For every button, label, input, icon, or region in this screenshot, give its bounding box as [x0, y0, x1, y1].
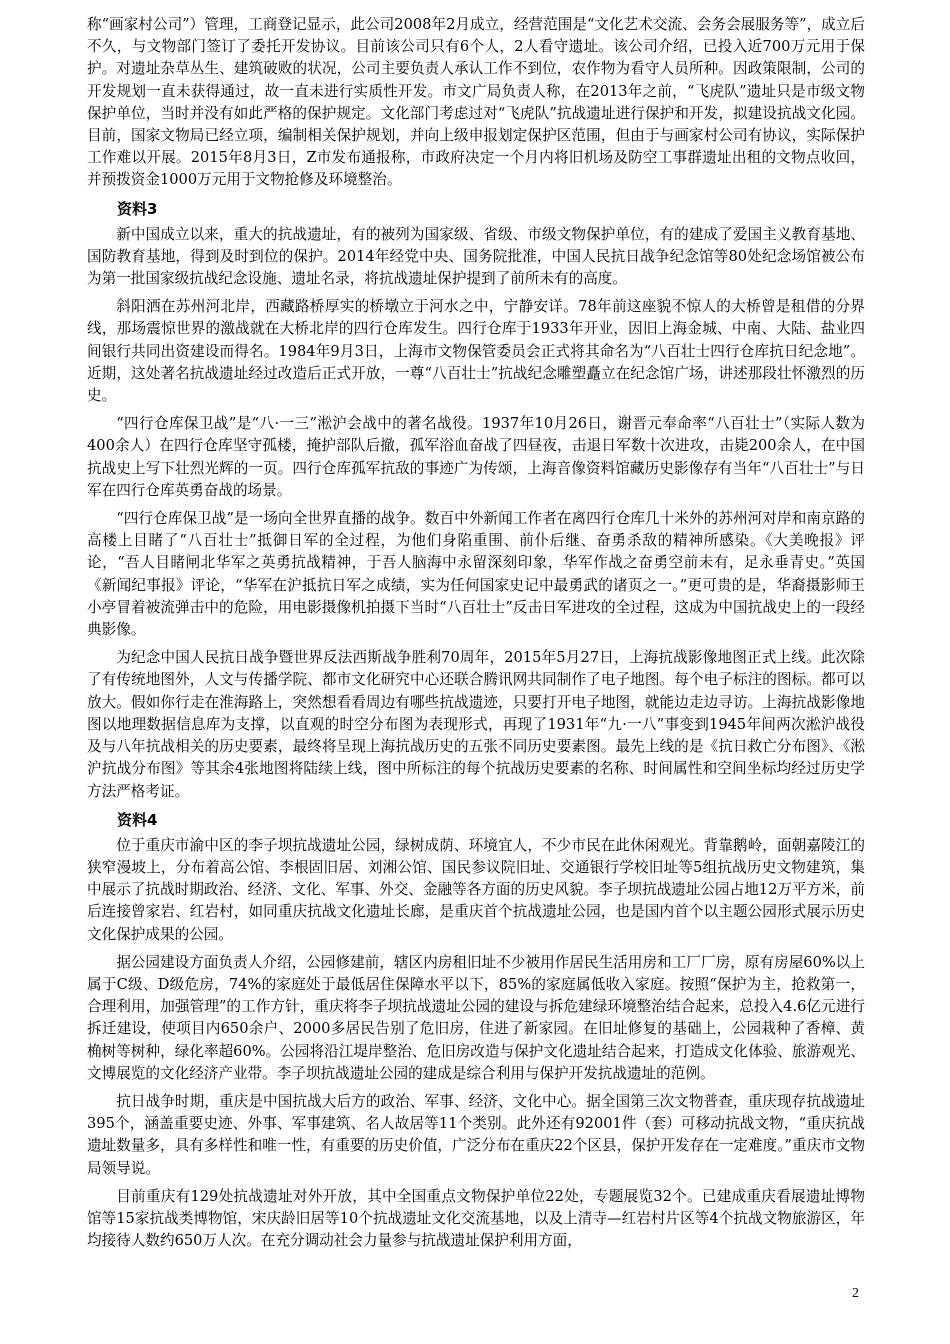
document-body	[87, 14, 865, 1258]
paragraph: 新中国成立以来，重大的抗战遗址，有的被列为国家级、省级、市级文物保护单位，有的建成了爱国主义教育基地、国防教育基地，得到及时到位的保护。2014年经党中央、国务院批准，中国人民抗日战争纪念馆等80处纪念场馆被公布为第一批国家级抗战纪念设施、遗址名录，将抗战遗址保护提到了前所未有的高度。	[87, 225, 865, 288]
paragraph: 斜阳洒在苏州河北岸，西藏路桥厚实的桥墩立于河水之中，宁静安详。78年前这座貌不惊人的大桥曾是租借的分界线，那场震惊世界的激战就在大桥北岸的四行仓库发生。四行仓库于1933年开业，因旧上海金城、中南、大陆、盐业四间银行共同出资建设而得名。1984年9月3日，上海市文物保管委员会正式将其命名为“八百壮士四行仓库抗日纪念地”。近期，这处著名抗战遗址经过改造后正式开放，一尊“八百壮士”抗战纪念雕塑矗立在纪念馆广场，讲述那段壮怀激烈的历史。	[87, 298, 865, 405]
paragraph: 抗日战争时期，重庆是中国抗战大后方的政治、军事、经济、文化中心。据全国第三次文物普查，重庆现存抗战遗址395个，涵盖重要史迹、外事、军事建筑、名人故居等11个类别。此外还有92001件（套）可移动抗战文物，“重庆抗战遗址数量多，具有多样性和唯一性，有重要的历史价值，广泛分布在重庆22个区县，保护开发存在一定难度。”重庆市文物局领导说。	[87, 1092, 865, 1177]
paragraph: “四行仓库保卫战”是“八·一三”淞沪会战中的著名战役。1937年10月26日，谢晋元奉命率“八百壮士”（实际人数为400余人）在四行仓库坚守孤楼，掩护部队后撤，孤军浴血奋战了四昼夜，击退日军数十次进攻，击毙200余人，在中国抗战史上写下壮烈光辉的一页。四行仓库孤军抗敌的事迹广为传颂，上海音像资料馆藏历史影像存有当年“八百壮士”与日军在四行仓库英勇奋战的场景。	[87, 415, 865, 499]
page-number: 2	[852, 1286, 859, 1301]
paragraph: “四行仓库保卫战”是一场向全世界直播的战争。数百中外新闻工作者在离四行仓库几十米外的苏州河对岸和南京路的高楼上目睹了“八百壮士”抵御日军的全过程，为他们身陷重围、前仆后继、奋勇杀敌的精神所感染。《大美晚报》评论，“吾人目睹闸北华军之英勇抗战精神，于吾人脑海中永留深刻印象，华军作战之奋勇空前未有，足永垂青史。”英国《新闻纪事报》评论，“华军在沪抵抗日军之成绩，实为任何国家史记中最勇武的诸页之一。”更可贵的是，华裔摄影师王小亭冒着被流弹击中的危险，用电影摄像机拍摄下当时“八百壮士”反击日军进攻的全过程，这成为中国抗战史上的一段经典影像。	[87, 510, 865, 639]
paragraph: 据公园建设方面负责人介绍，公园修建前，辖区内房租旧址不少被用作居民生活用房和工厂厂房，原有房屋60%以上属于C级、D级危房，74%的家庭处于最低居住保障水平以下，85%的家庭属低收入家庭。按照“保护为主，抢救第一，合理利用，加强管理”的工作方针，重庆将李子坝抗战遗址公园的建设与拆危建绿环境整治结合起来，总投入4.6亿元进行拆迁建设，使项目内650余户、2000多居民告别了危旧房，住进了新家园。在旧址修复的基础上，公园栽种了香樟、黄桷树等树种，绿化率超60%。公园将沿江堤岸整治、危旧房改造与保护文化遗址结合起来，打造成文化体验、旅游观光、文博展览的文化经济产业带。李子坝抗战遗址公园的建成是综合利用与保护开发抗战遗址的范例。	[87, 953, 865, 1082]
section-heading-3: 资料3	[117, 199, 158, 218]
paragraph: 为纪念中国人民抗日战争暨世界反法西斯战争胜利70周年，2015年5月27日，上海抗战影像地图正式上线。此次除了有传统地图外，人文与传播学院、都市文化研究中心还联合腾讯网共同制作了电子地图。每个电子标注的图标。都可以放大。假如你行走在淮海路上，突然想看看周边有哪些抗战遗迹，只要打开电子地图，就能边走边寻访。上海抗战影像地图以地理数据信息库为支撑，以直观的时空分布图为表现形式，再现了1931年“九·一八”事变到1945年间两次淞沪战役及与八年抗战相关的历史要素，最终将呈现上海抗战历史的五张不同历史要素图。最先上线的是《抗日救亡分布图》、《淞沪抗战分布图》等其余4张地图将陆续上线，图中所标注的每个抗战历史要素的名称、时间属性和空间坐标均经过历史学方法严格考证。	[87, 649, 865, 800]
paragraph: 位于重庆市渝中区的李子坝抗战遗址公园，绿树成荫、环境宜人，不少市民在此休闲观光。背靠鹅岭，面朝嘉陵江的狭窄漫坡上，分布着高公馆、李根固旧居、刘湘公馆、国民参议院旧址、交通银行学校旧址等5组抗战历史文物建筑，集中展示了抗战时期政治、经济、文化、军事、外交、金融等各方面的历史风貌。李子坝抗战遗址公园占地12万平方米，前后连接曾家岩、红岩村，如同重庆抗战文化遗址长廊，是重庆首个抗战遗址公园，也是国内首个以主题公园形式展示历史文化保护成果的公园。	[87, 836, 865, 943]
paragraph: 称“画家村公司”）管理，工商登记显示，此公司2008年2月成立，经营范围是“文化艺术交流、会务会展服务等”，成立后不久，与文物部门签订了委托开发协议。目前该公司只有6个人，2人看守遗址。该公司介绍，已投入近700万元用于保护。对遗址杂草丛生、建筑破败的状况，公司主要负责人承认工作不到位，农作物为看守人员所种。因政策限制，公司的开发规划一直未获得通过，故一直未进行实质性开发。市文广局负责人称，在2013年之前，“飞虎队”遗址只是市级文物保护单位，当时并没有如此严格的保护规定。文化部门考虑过对“飞虎队”抗战遗址进行保护和开发，拟建设抗战文化园。目前，国家文物局已经立项，编制相关保护规划，并向上级申报划定保护区范围，但由于与画家村公司有协议，实际保护工作难以开展。2015年8月3日，Z市发布通报称，市政府决定一个月内将旧机场及防空工事群遗址出租的文物点收回，并预拨资金1000万元用于文物抢修及环境整治。	[87, 16, 865, 189]
paragraph: 目前重庆有129处抗战遗址对外开放，其中全国重点文物保护单位22处，专题展览32个。已建成重庆看展遗址博物馆等15家抗战类博物馆，宋庆龄旧居等10个抗战遗址文化交流基地，以及上清寺—红岩村片区等4个抗战文物旅游区，年均接待人数约650万人次。在充分调动社会力量参与抗战遗址保护利用方面，	[87, 1187, 865, 1250]
section-heading-4: 资料4	[117, 810, 158, 829]
